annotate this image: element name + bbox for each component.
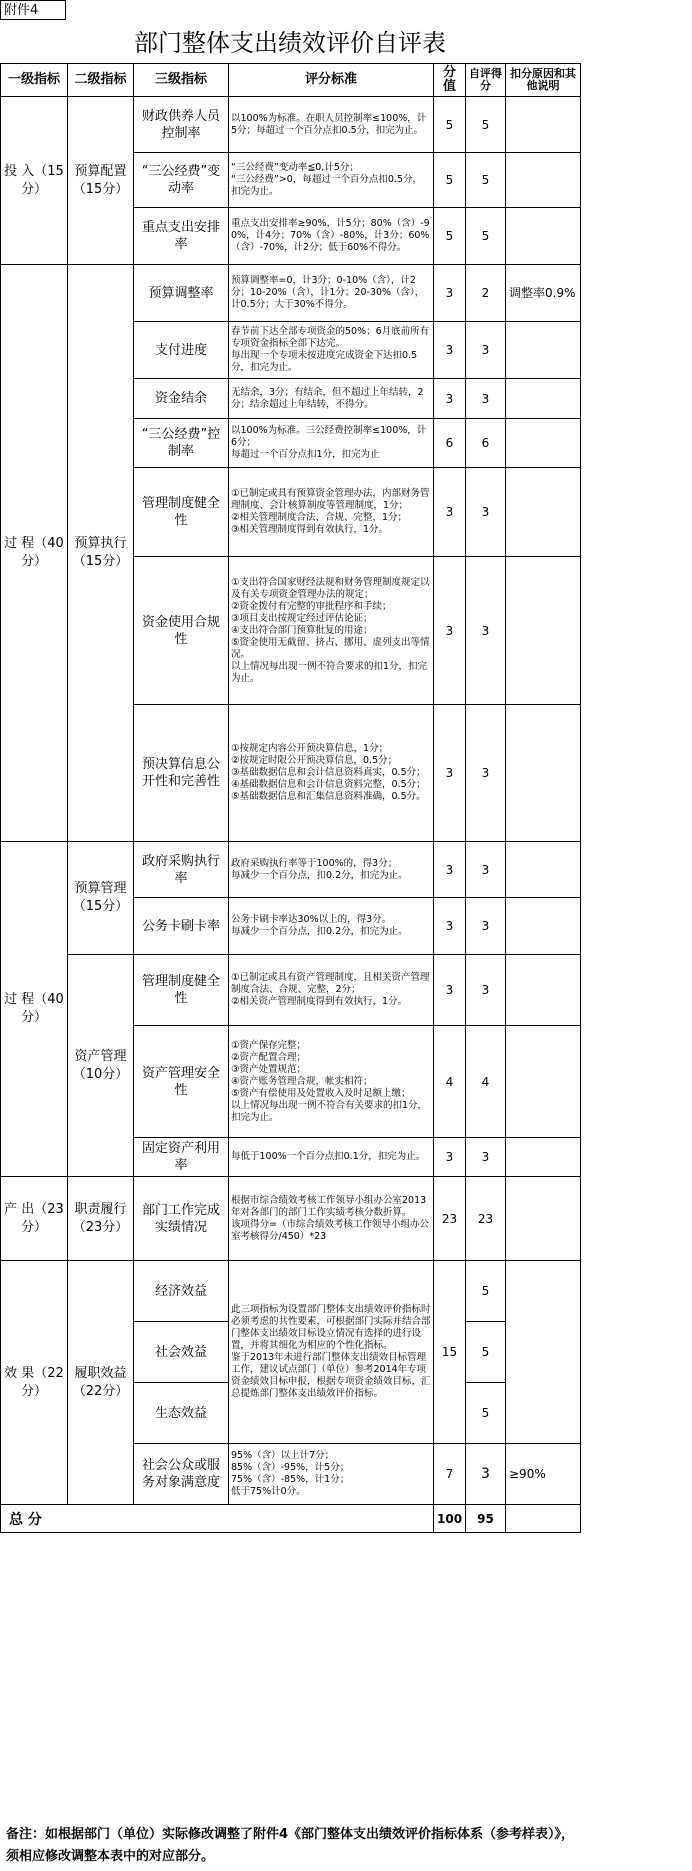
header-level2: 二级指标 (68, 64, 134, 97)
score-cell: 5 (434, 208, 466, 265)
criteria-cell: 春节前下达全部专项资金的50%；6月底前所有专项资金指标全部下达完。 每出现一个专项未按进度完成资金下达扣0.5分，扣完为止。 (229, 322, 434, 379)
score-cell: 3 (434, 468, 466, 557)
score-cell: 15 (434, 1261, 466, 1444)
table-row (1, 1261, 581, 1322)
indicator-cell: 管理制度健全性 (134, 955, 229, 1026)
header-criteria: 评分标准 (229, 64, 434, 97)
self-score-cell: 4 (466, 1026, 506, 1138)
criteria-cell: 预算调整率=0，计3分；0-10%（含），计2分；10-20%（含），计1分；20-30%（含），计0.5分；大于30%不得分。 (229, 265, 434, 322)
table-row (1, 1177, 581, 1261)
table-row (1, 955, 581, 1026)
level1-input: 投 入（15分） (1, 97, 68, 265)
indicator-cell: 经济效益 (134, 1261, 229, 1322)
score-cell: 3 (434, 842, 466, 898)
self-score-cell: 5 (466, 153, 506, 208)
note-cell (506, 419, 581, 468)
level1-output: 产 出（23分） (1, 1177, 68, 1261)
score-cell: 3 (434, 955, 466, 1026)
indicator-cell: 固定资产利用率 (134, 1138, 229, 1177)
indicator-cell: 生态效益 (134, 1383, 229, 1444)
table-row (1, 265, 581, 322)
self-score-cell: 3 (466, 955, 506, 1026)
indicator-cell: 财政供养人员控制率 (134, 97, 229, 153)
total-note (506, 1505, 581, 1533)
score-cell: 7 (434, 1444, 466, 1505)
self-score-cell: 3 (466, 379, 506, 419)
score-cell: 3 (434, 705, 466, 842)
self-score-cell: 5 (466, 208, 506, 265)
note-cell (506, 1138, 581, 1177)
self-score-cell: 3 (466, 1444, 506, 1505)
criteria-cell: 此三项指标为设置部门整体支出绩效评价指标时必须考虑的共性要素，可根据部门实际并结合部门整体支出绩效目标设立情况有选择的进行设置，并将其细化为相应的个性化指标。 鉴于2013年未进行部门整体支出绩效目标管理工作，建议试点部门（单位）参考2014年专项资金绩效目标申报，根据专项资金绩效目标，汇总提炼部门整体支出绩效评价指标。 (229, 1261, 434, 1444)
criteria-cell: ①资产保存完整； ②资产配置合理； ③资产处置规范； ④资产账务管理合规，帐实相符； ⑤资产有偿使用及处置收入及时足额上缴； 以上情况每出现一例不符合有关要求的扣1分，扣完为止。 (229, 1026, 434, 1138)
total-label: 总 分 (1, 1505, 434, 1533)
indicator-cell: 部门工作完成实绩情况 (134, 1177, 229, 1261)
criteria-cell: 政府采购执行率等于100%的，得3分； 每减少一个百分点，扣0.2分，扣完为止。 (229, 842, 434, 898)
indicator-cell: 社会效益 (134, 1322, 229, 1383)
level2-perform: 履职效益（22分） (68, 1261, 134, 1505)
level1-effect: 效 果（22分） (1, 1261, 68, 1505)
score-cell: 6 (434, 419, 466, 468)
level1-process-1: 过 程（40分） (1, 265, 68, 842)
indicator-cell: 社会公众或服务对象满意度 (134, 1444, 229, 1505)
criteria-cell: 每低于100%一个百分点扣0.1分，扣完为止。 (229, 1138, 434, 1177)
self-score-cell: 3 (466, 1138, 506, 1177)
self-score-cell: 5 (466, 1261, 506, 1322)
score-cell: 3 (434, 1138, 466, 1177)
total-self-score: 95 (466, 1505, 506, 1533)
criteria-cell: 以100%为标准。在职人员控制率≤100%，计5分；每超过一个百分点扣0.5分，扣完为止。 (229, 97, 434, 153)
criteria-cell: ①已制定或具有资产管理制度，且相关资产管理制度合法、合规、完整，2分； ②相关资产管理制度得到有效执行，1分。 (229, 955, 434, 1026)
criteria-cell: 以100%为标准。三公经费控制率≤100%，计6分； 每超过一个百分点扣1分，扣完为止 (229, 419, 434, 468)
self-score-cell: 5 (466, 1383, 506, 1444)
header-self-score: 自评得分 (466, 64, 506, 97)
score-cell: 3 (434, 322, 466, 379)
criteria-cell: 公务卡刷卡率达30%以上的，得3分。 每减少一个百分点，扣0.2分，扣完为止。 (229, 898, 434, 955)
note-cell (506, 97, 581, 153)
self-score-cell: 3 (466, 898, 506, 955)
header-row (1, 64, 581, 97)
note-cell (506, 153, 581, 208)
self-score-cell: 3 (466, 468, 506, 557)
level2-duty: 职责履行（23分） (68, 1177, 134, 1261)
indicator-cell: “三公经费”变动率 (134, 153, 229, 208)
score-cell: 5 (434, 97, 466, 153)
indicator-cell: 资产管理安全性 (134, 1026, 229, 1138)
criteria-cell: ①已制定或具有预算资金管理办法，内部财务管理制度、会计核算制度等管理制度，1分； ②相关管理制度合法、合规、完整，1分； ③相关管理制度得到有效执行，1分。 (229, 468, 434, 557)
note-cell (506, 842, 581, 898)
note-cell: ≥90% (506, 1444, 581, 1505)
indicator-cell: “三公经费”控制率 (134, 419, 229, 468)
header-score: 分值 (434, 64, 466, 97)
score-cell: 3 (434, 557, 466, 705)
note-cell (506, 705, 581, 842)
self-score-cell: 3 (466, 322, 506, 379)
criteria-cell: “三公经费”变动率≦0,计5分； “三公经费”>0，每超过一个百分点扣0.5分，扣完为止。 (229, 153, 434, 208)
criteria-cell: 根据市综合绩效考核工作领导小组办公室2013年对各部门的部门工作实绩考核分数折算。 该项得分=（市综合绩效考核工作领导小组办公室考核得分/450）*23 (229, 1177, 434, 1261)
level2-budget-mgmt: 预算管理（15分） (68, 842, 134, 955)
self-score-cell: 3 (466, 705, 506, 842)
note-cell: 调整率0.9% (506, 265, 581, 322)
self-score-cell: 3 (466, 842, 506, 898)
indicator-cell: 支付进度 (134, 322, 229, 379)
level2-budget-config: 预算配置（15分） (68, 97, 134, 265)
attachment-label: 附件4 (0, 0, 66, 20)
criteria-cell: ①支出符合国家财经法规和财务管理制度规定以及有关专项资金管理办法的规定； ②资金拨付有完整的审批程序和手续； ③项目支出按规定经过评估论证； ④支出符合部门预算批复的用途； ⑤资金使用无截留、挤占、挪用、虚列支出等情况。 以上情况每出现一例不符合要求的扣1分，扣完为止。 (229, 557, 434, 705)
header-level3: 三级指标 (134, 64, 229, 97)
self-score-cell: 23 (466, 1177, 506, 1261)
criteria-cell: 无结余，3分；有结余，但不超过上年结转，2分；结余超过上年结转，不得分。 (229, 379, 434, 419)
evaluation-table (0, 63, 581, 1533)
note-cell (506, 1177, 581, 1261)
table-row (1, 97, 581, 153)
indicator-cell: 管理制度健全性 (134, 468, 229, 557)
indicator-cell: 资金使用合规性 (134, 557, 229, 705)
note-cell (506, 898, 581, 955)
indicator-cell: 重点支出安排率 (134, 208, 229, 265)
indicator-cell: 政府采购执行率 (134, 842, 229, 898)
level2-budget-exec: 预算执行（15分） (68, 265, 134, 842)
indicator-cell: 资金结余 (134, 379, 229, 419)
note-cell (506, 955, 581, 1026)
remark-note: 备注：如根据部门（单位）实际修改调整了附件4《部门整体支出绩效评价指标体系（参考样表）》，须相应修改调整本表中的对应部分。 (6, 1827, 575, 1864)
total-score: 100 (434, 1505, 466, 1533)
level2-asset-mgmt: 资产管理（10分） (68, 955, 134, 1177)
note-cell (506, 1026, 581, 1138)
score-cell: 3 (434, 379, 466, 419)
page-title: 部门整体支出绩效评价自评表 (134, 29, 446, 57)
note-cell (506, 322, 581, 379)
note-cell (506, 468, 581, 557)
self-score-cell: 5 (466, 1322, 506, 1383)
note-cell (506, 208, 581, 265)
note-cell (506, 557, 581, 705)
indicator-cell: 预算调整率 (134, 265, 229, 322)
score-cell: 23 (434, 1177, 466, 1261)
criteria-cell: 95%（含）以上计7分； 85%（含）-95%，计5分； 75%（含）-85%，计1分； 低于75%计0分。 (229, 1444, 434, 1505)
indicator-cell: 公务卡刷卡率 (134, 898, 229, 955)
self-score-cell: 5 (466, 97, 506, 153)
self-score-cell: 3 (466, 557, 506, 705)
table-row (1, 842, 581, 898)
score-cell: 3 (434, 265, 466, 322)
note-cell (506, 379, 581, 419)
total-row (1, 1505, 581, 1533)
level1-process-2: 过 程（40分） (1, 842, 68, 1177)
header-level1: 一级指标 (1, 64, 68, 97)
self-score-cell: 6 (466, 419, 506, 468)
criteria-cell: 重点支出安排率≥90%，计5分；80%（含）-90%，计4分；70%（含）-80%，计3分；60%（含）-70%，计2分；低于60%不得分。 (229, 208, 434, 265)
header-reason: 扣分原因和其他说明 (506, 64, 581, 97)
score-cell: 4 (434, 1026, 466, 1138)
note-cell (506, 1261, 581, 1444)
indicator-cell: 预决算信息公开性和完善性 (134, 705, 229, 842)
score-cell: 3 (434, 898, 466, 955)
criteria-cell: ①按规定内容公开预决算信息，1分； ②按规定时限公开预决算信息，0.5分； ③基础数据信息和会计信息资料真实，0.5分； ④基础数据信息和会计信息资料完整，0.5分； ⑤基础数据信息和汇集信息资料准确，0.5分。 (229, 705, 434, 842)
self-score-cell: 2 (466, 265, 506, 322)
score-cell: 5 (434, 153, 466, 208)
